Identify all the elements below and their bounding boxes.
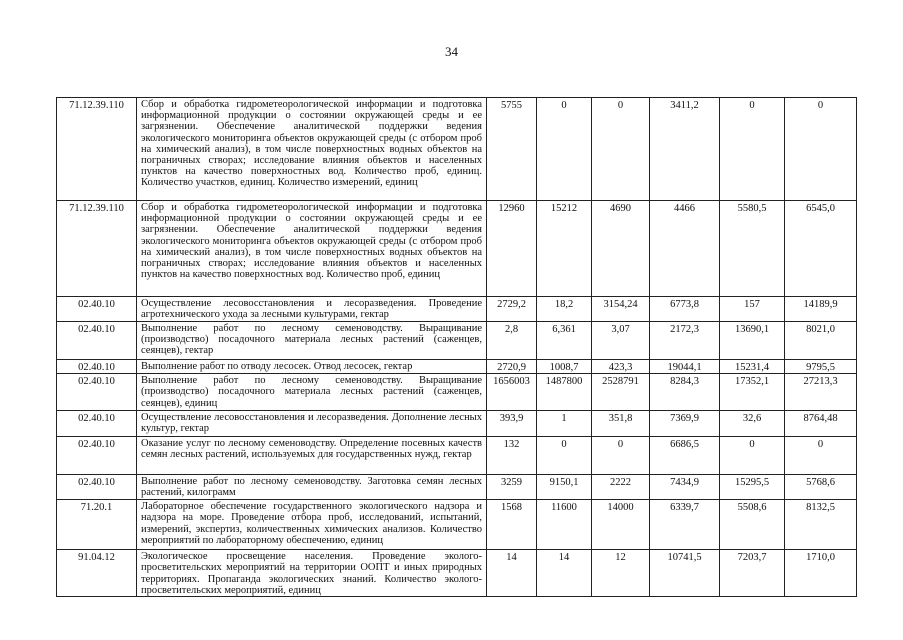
row-description: Выполнение работ по лесному семеноводству. Выращивание (производство) посадочного материала лесных растений (саженцев, сеянцев), гектар <box>137 322 487 360</box>
row-value-2: 9150,1 <box>537 475 592 500</box>
row-description: Экологическое просвещение населения. Проведение эколого-просветительских мероприятий на территории ООПТ и иных природных территориях. Пропаганда экологических знаний. Количество эколого-просветительских мероприятий, единиц <box>137 550 487 597</box>
row-value-2: 0 <box>537 98 592 201</box>
row-value-5: 32,6 <box>720 411 785 437</box>
row-value-5: 15295,5 <box>720 475 785 500</box>
row-description: Осуществление лесовосстановления и лесоразведения. Дополнение лесных культур, гектар <box>137 411 487 437</box>
row-value-3: 2222 <box>592 475 650 500</box>
row-value-6: 9795,5 <box>785 360 857 374</box>
row-value-1: 1656003 <box>487 374 537 411</box>
row-value-1: 2,8 <box>487 322 537 360</box>
row-value-4: 6339,7 <box>650 500 720 550</box>
row-value-3: 4690 <box>592 201 650 297</box>
table-row <box>57 411 857 437</box>
row-value-6: 6545,0 <box>785 201 857 297</box>
row-value-1: 2720,9 <box>487 360 537 374</box>
row-description: Оказание услуг по лесному семеноводству. Определение посевных качеств семян лесных растений, используемых для государственных нужд, гектар <box>137 437 487 475</box>
row-value-4: 8284,3 <box>650 374 720 411</box>
row-value-5: 0 <box>720 98 785 201</box>
row-value-5: 17352,1 <box>720 374 785 411</box>
row-value-5: 7203,7 <box>720 550 785 597</box>
row-code: 02.40.10 <box>57 374 137 411</box>
row-code: 91.04.12 <box>57 550 137 597</box>
row-code: 02.40.10 <box>57 437 137 475</box>
row-code: 71.12.39.110 <box>57 201 137 297</box>
row-value-1: 393,9 <box>487 411 537 437</box>
row-value-3: 423,3 <box>592 360 650 374</box>
row-value-3: 14000 <box>592 500 650 550</box>
row-value-2: 18,2 <box>537 297 592 322</box>
row-value-6: 8132,5 <box>785 500 857 550</box>
row-value-4: 19044,1 <box>650 360 720 374</box>
row-value-4: 6686,5 <box>650 437 720 475</box>
row-value-6: 14189,9 <box>785 297 857 322</box>
row-code: 02.40.10 <box>57 360 137 374</box>
row-code: 02.40.10 <box>57 322 137 360</box>
table-row <box>57 437 857 475</box>
row-value-2: 1487800 <box>537 374 592 411</box>
row-description: Выполнение работ по лесному семеноводству. Заготовка семян лесных растений, килограмм <box>137 475 487 500</box>
row-value-6: 8764,48 <box>785 411 857 437</box>
row-value-5: 5580,5 <box>720 201 785 297</box>
row-value-6: 1710,0 <box>785 550 857 597</box>
row-value-5: 13690,1 <box>720 322 785 360</box>
row-value-2: 6,361 <box>537 322 592 360</box>
row-value-6: 0 <box>785 98 857 201</box>
row-value-3: 3154,24 <box>592 297 650 322</box>
row-code: 02.40.10 <box>57 411 137 437</box>
row-value-4: 3411,2 <box>650 98 720 201</box>
row-description: Выполнение работ по лесному семеноводству. Выращивание (производство) посадочного материала лесных растений (саженцев, сеянцев), единиц <box>137 374 487 411</box>
table-row <box>57 297 857 322</box>
row-value-1: 5755 <box>487 98 537 201</box>
row-value-3: 3,07 <box>592 322 650 360</box>
row-description: Сбор и обработка гидрометеорологической информации и подготовка информационной продукции о состоянии окружающей среды и ее загрязнении. Обеспечение аналитической поддержки ведения экологического мониторинга объектов окружающей среды (с отбором проб на химический анализ), в том числе поверхностных водных объектов на пограничных створах; исследование влияния объектов и населенных пунктов на качество поверхностных вод. Количество проб, единиц <box>137 201 487 297</box>
row-value-3: 12 <box>592 550 650 597</box>
row-value-3: 0 <box>592 98 650 201</box>
row-code: 02.40.10 <box>57 297 137 322</box>
row-value-4: 6773,8 <box>650 297 720 322</box>
table-row <box>57 201 857 297</box>
services-table <box>56 97 857 597</box>
row-value-3: 2528791 <box>592 374 650 411</box>
row-value-6: 8021,0 <box>785 322 857 360</box>
table-row <box>57 475 857 500</box>
row-value-4: 2172,3 <box>650 322 720 360</box>
row-value-1: 12960 <box>487 201 537 297</box>
row-value-5: 5508,6 <box>720 500 785 550</box>
row-value-4: 4466 <box>650 201 720 297</box>
row-description: Выполнение работ по отводу лесосек. Отвод лесосек, гектар <box>137 360 487 374</box>
row-value-2: 0 <box>537 437 592 475</box>
row-value-1: 14 <box>487 550 537 597</box>
row-value-4: 7434,9 <box>650 475 720 500</box>
row-value-2: 11600 <box>537 500 592 550</box>
row-value-6: 0 <box>785 437 857 475</box>
row-value-2: 15212 <box>537 201 592 297</box>
row-value-5: 15231,4 <box>720 360 785 374</box>
row-value-5: 0 <box>720 437 785 475</box>
row-description: Осуществление лесовосстановления и лесоразведения. Проведение агротехнического ухода за лесными культурами, гектар <box>137 297 487 322</box>
table-row <box>57 98 857 201</box>
row-value-5: 157 <box>720 297 785 322</box>
row-value-1: 3259 <box>487 475 537 500</box>
row-value-2: 1 <box>537 411 592 437</box>
row-code: 71.12.39.110 <box>57 98 137 201</box>
row-value-6: 5768,6 <box>785 475 857 500</box>
row-value-1: 2729,2 <box>487 297 537 322</box>
table-row <box>57 374 857 411</box>
row-value-3: 351,8 <box>592 411 650 437</box>
page-number: 34 <box>445 44 458 59</box>
table-row <box>57 322 857 360</box>
row-value-1: 1568 <box>487 500 537 550</box>
row-value-4: 7369,9 <box>650 411 720 437</box>
row-value-6: 27213,3 <box>785 374 857 411</box>
table-row <box>57 550 857 597</box>
row-value-1: 132 <box>487 437 537 475</box>
row-code: 02.40.10 <box>57 475 137 500</box>
row-description: Сбор и обработка гидрометеорологической информации и подготовка информационной продукции о состоянии окружающей среды и ее загрязнении. Обеспечение аналитической поддержки ведения экологического мониторинга объектов окружающей среды (с отбором проб на химический анализ), в том числе поверхностных водных объектов на пограничных створах; исследование влияния объектов и населенных пунктов на качество поверхностных вод. Количество проб, единиц. Количество участков, единиц. Количество измерений, единиц <box>137 98 487 201</box>
row-description: Лабораторное обеспечение государственного экологического надзора и надзора на море. Проведение отбора проб, исследований, испытаний, измерений, экспертиз, количественных химических анализов. Количество мероприятий по лабораторному обеспечению, единиц <box>137 500 487 550</box>
table-row <box>57 500 857 550</box>
table-row <box>57 360 857 374</box>
row-value-2: 14 <box>537 550 592 597</box>
row-code: 71.20.1 <box>57 500 137 550</box>
table-body <box>57 98 857 597</box>
row-value-2: 1008,7 <box>537 360 592 374</box>
row-value-3: 0 <box>592 437 650 475</box>
row-value-4: 10741,5 <box>650 550 720 597</box>
